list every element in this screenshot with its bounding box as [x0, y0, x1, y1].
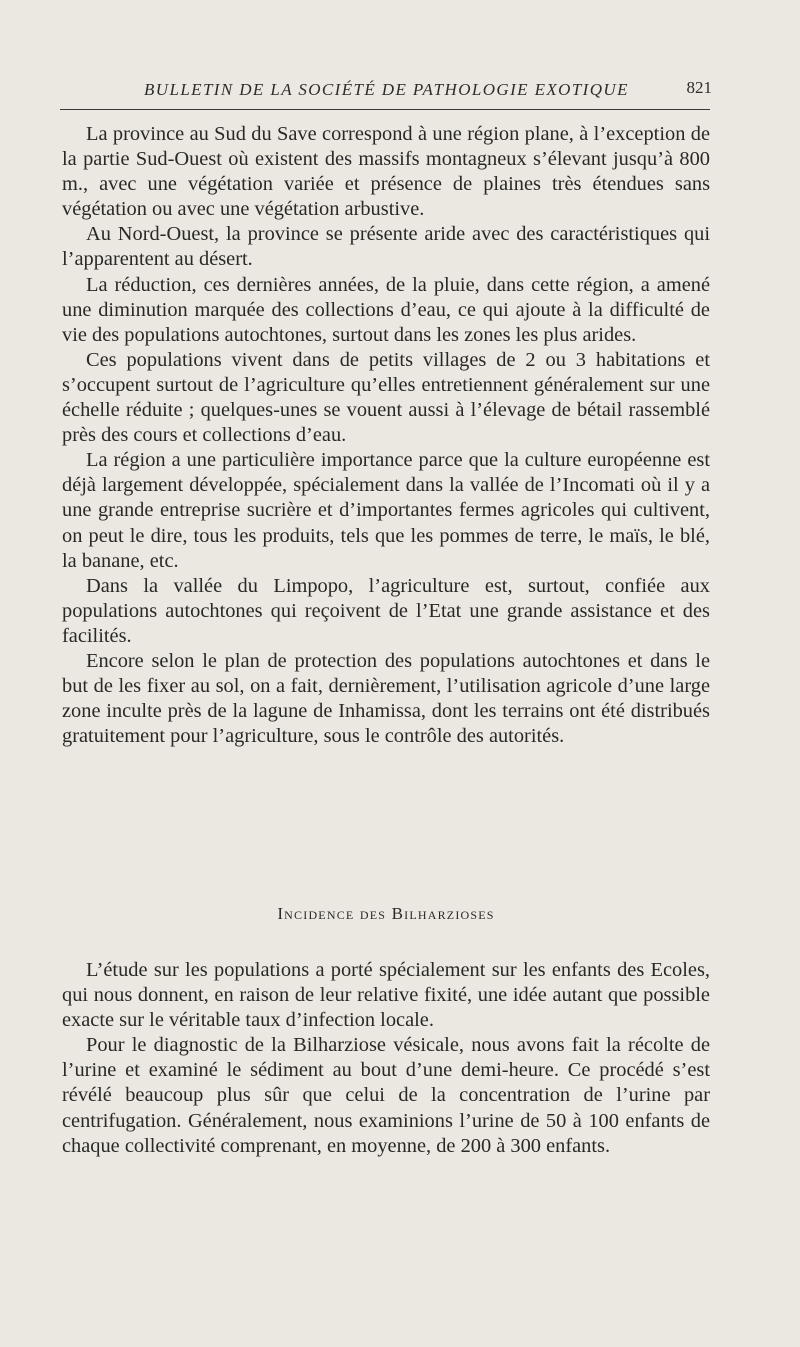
paragraph-sud-du-save: La province au Sud du Save correspond à une région plane, à l’exception de la partie Sud-Ouest où existent des massifs montagneux s’élevant jusqu’à 800 m., avec une végétation variée et présence de plaines très étendues sans végétation ou avec une végétation arbustive.	[62, 123, 710, 221]
paragraph-culture-europeenne: La région a une particulière importance parce que la culture européenne est déjà largement développée, spécialement dans la vallée de l’Incomati où il y a une grande entreprise sucrière et d’importantes fermes agricoles qui cultivent, on peut le dire, tous les produits, tels que les pommes de terre, le maïs, le blé, la banane, etc.	[62, 449, 710, 572]
paragraph-etude-ecoles: L’étude sur les populations a porté spécialement sur les enfants des Ecoles, qui nous donnent, en raison de leur relative fixité, une idée autant que possible exacte sur le véritable taux d’infection locale.	[62, 959, 710, 1032]
header-rule	[60, 109, 710, 110]
paragraph-populations-villages: Ces populations vivent dans de petits villages de 2 ou 3 habitations et s’occupent surtout de l’agriculture qu’elles entretiennent généralement sur une échelle réduite ; quelques-unes se vouent aussi à l’élevage de bétail rassemblé près des cours et collections d’eau.	[62, 348, 710, 447]
paragraph-diagnostic: Pour le diagnostic de la Bilharziose vésicale, nous avons fait la récolte de l’urine et examiné le sédiment au bout d’une demi-heure. Ce procédé s’est révélé beaucoup plus sûr que celui de la concentration de l’urine par centrifugation. Généralement, nous examinions l’urine de 50 à 100 enfants de chaque collectivité comprenant, en moyenne, de 200 à 300 enfants.	[62, 1034, 710, 1157]
paragraph-reduction-pluie: La réduction, ces dernières années, de la pluie, dans cette région, a amené une diminution marquée des collections d’eau, ce qui ajoute à la difficulté de vie des populations autochtones, surtout dans les zones les plus arides.	[62, 273, 710, 346]
section-heading: Incidence des Bilharzioses	[277, 904, 495, 923]
body-text	[62, 122, 710, 749]
paragraph-protection-populations: Encore selon le plan de protection des populations autochtones et dans le but de les fixer au sol, on a fait, dernièrement, l’utilisation agricole d’une large zone inculte près de la lagune de Inhamissa, dont les terrains ont été distribués gratuitement pour l’agriculture, sous le contrôle des autorités.	[62, 649, 710, 748]
journal-title: BULLETIN DE LA SOCIÉTÉ DE PATHOLOGIE EXOTIQUE	[144, 80, 629, 99]
paragraph-vallee-limpopo: Dans la vallée du Limpopo, l’agriculture est, surtout, confiée aux populations autochtones qui reçoivent de l’Etat une grande assistance et des facilités.	[62, 574, 710, 647]
paragraph-nord-ouest: Au Nord-Ouest, la province se présente aride avec des caractéristiques qui l’apparentent au désert.	[62, 223, 710, 271]
page-number: 821	[686, 78, 712, 97]
running-head	[60, 80, 712, 104]
section-body-text	[62, 958, 710, 1159]
